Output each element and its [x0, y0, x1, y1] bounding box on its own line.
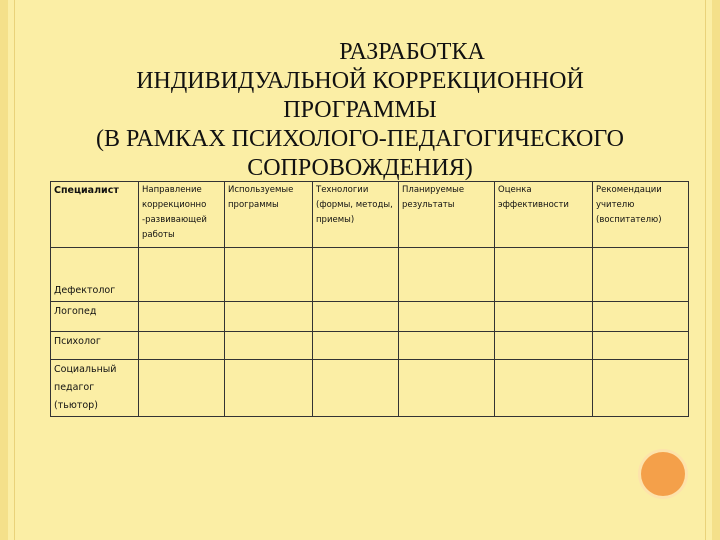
header-effectiveness: Оценка эффективности: [495, 182, 593, 248]
table-cell: [495, 360, 593, 417]
table-cell: [139, 248, 225, 302]
row-specialist: Психолог: [51, 332, 139, 360]
title-line: ИНДИВИДУАЛЬНОЙ КОРРЕКЦИОННОЙ: [136, 68, 584, 94]
row-specialist: Дефектолог: [51, 248, 139, 302]
row-specialist: Социальный педагог (тьютор): [51, 360, 139, 417]
table-row: [51, 360, 689, 417]
table-cell: [593, 302, 689, 332]
decorative-circle: [641, 452, 685, 496]
header-programs: Используемые программы: [225, 182, 313, 248]
table-cell: [225, 302, 313, 332]
header-results: Планируемые результаты: [399, 182, 495, 248]
header-direction: Направление коррекционно -развивающей работы: [139, 182, 225, 248]
table-cell: [495, 332, 593, 360]
title-line: СОПРОВОЖДЕНИЯ): [247, 155, 473, 181]
table-header-row: [51, 182, 689, 248]
table-cell: [399, 302, 495, 332]
table-cell: [593, 360, 689, 417]
table-row: [51, 248, 689, 302]
table-cell: [139, 302, 225, 332]
table-cell: [139, 360, 225, 417]
table-cell: [593, 332, 689, 360]
title-line: ПРОГРАММЫ: [283, 97, 437, 123]
table-cell: [313, 360, 399, 417]
correction-program-table: [50, 181, 689, 417]
table-cell: [313, 248, 399, 302]
table-row: [51, 332, 689, 360]
table-cell: [225, 248, 313, 302]
table-cell: [399, 360, 495, 417]
slide-title: [0, 38, 720, 183]
table-cell: [225, 360, 313, 417]
title-line: (В РАМКАХ ПСИХОЛОГО-ПЕДАГОГИЧЕСКОГО: [96, 126, 624, 152]
row-specialist: Логопед: [51, 302, 139, 332]
table-cell: [399, 248, 495, 302]
header-technologies: Технологии (формы, методы, приемы): [313, 182, 399, 248]
table-cell: [225, 332, 313, 360]
table-cell: [495, 302, 593, 332]
title-line: РАЗРАБОТКА: [339, 39, 485, 65]
table-cell: [313, 332, 399, 360]
table-cell: [593, 248, 689, 302]
table-cell: [495, 248, 593, 302]
table-cell: [399, 332, 495, 360]
table-row: [51, 302, 689, 332]
header-recommendations: Рекомендации учителю (воспитателю): [593, 182, 689, 248]
table-cell: [313, 302, 399, 332]
table-cell: [139, 332, 225, 360]
header-specialist: Специалист: [51, 182, 139, 248]
